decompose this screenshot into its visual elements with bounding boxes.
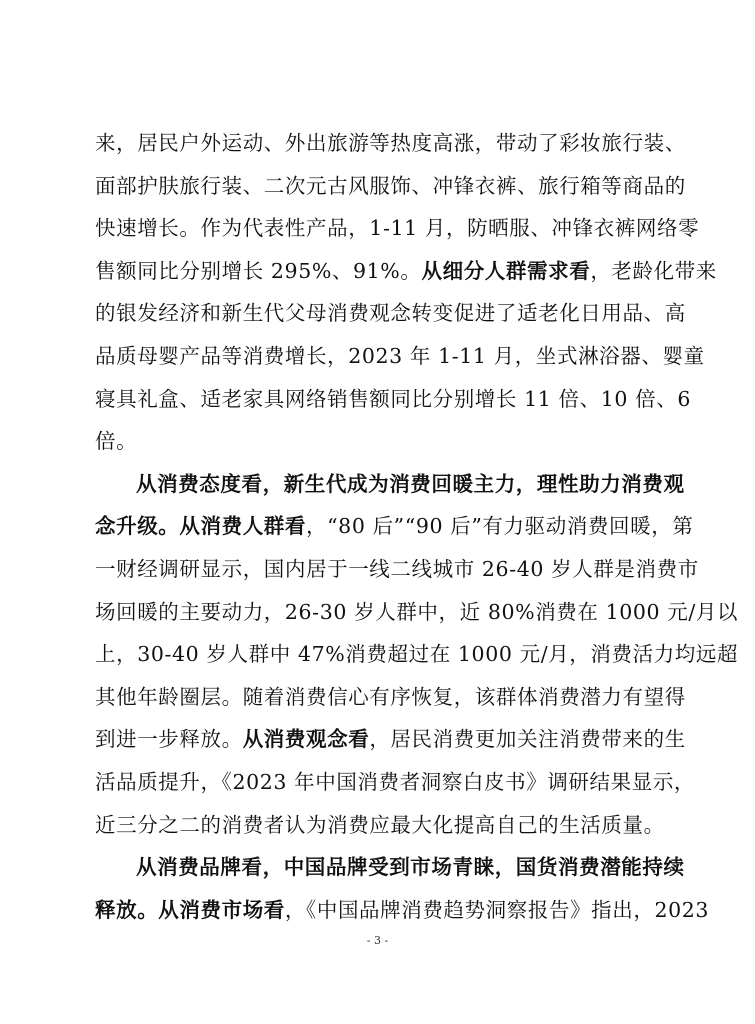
page-number: - 3 - — [366, 934, 389, 947]
text-line — [136, 464, 685, 504]
text-segment: 活品质提升，《2023 年中国消费者洞察白皮书》调研结果显示， — [95, 770, 696, 794]
text-segment: 场回暖的主要动力，26-30 岁人群中，近 80%消费在 1000 元/月以 — [95, 599, 739, 624]
bold-text-segment: 释放。从消费市场看 — [95, 897, 285, 922]
text-segment: 到进一步释放。 — [95, 727, 243, 752]
bold-text-segment: 从消费观念看 — [242, 727, 370, 752]
text-segment: ，《中国品牌消费趋势洞察报告》指出，2023 — [284, 897, 710, 922]
text-line — [95, 123, 686, 163]
text-segment: 面部护肤旅行装、二次元古风服饰、冲锋衣裤、旅行箱等商品的 — [95, 173, 686, 198]
text-line — [95, 719, 686, 759]
text-line — [95, 592, 739, 632]
text-line — [95, 379, 691, 419]
text-line — [136, 847, 685, 887]
text-segment: 倍。 — [95, 429, 138, 454]
bold-text-segment: 从消费品牌看，中国品牌受到市场青睐，国货消费潜能持续 — [136, 855, 685, 880]
text-line — [95, 506, 694, 546]
text-line — [95, 677, 686, 717]
text-segment: 的银发经济和新生代父母消费观念转变促进了适老化日用品、高 — [95, 301, 686, 326]
bold-text-segment: 从消费态度看，新生代成为消费回暖主力，理性助力消费观 — [136, 471, 685, 496]
text-line — [95, 208, 700, 248]
text-segment: ，居民消费更加关注消费带来的生 — [369, 727, 686, 752]
text-segment: ，老龄化带来 — [590, 258, 717, 283]
text-segment: 其他年龄圈层。随着消费信心有序恢复，该群体消费潜力有望得 — [95, 684, 686, 709]
text-line — [95, 336, 705, 376]
text-segment: 上，30-40 岁人群中 47%消费超过在 1000 元/月，消费活力均远超 — [95, 642, 739, 667]
text-segment: 来，居民户外运动、外出旅游等热度高涨，带动了彩妆旅行装、 — [95, 131, 686, 155]
text-line — [95, 251, 717, 291]
text-segment: 快速增长。作为代表性产品，1-11 月，防晒服、冲锋衣裤网络零 — [95, 216, 700, 241]
text-line — [95, 762, 696, 802]
text-segment: 一财经调研显示，国内居于一线二线城市 26-40 岁人群是消费市 — [95, 557, 699, 581]
text-line — [95, 166, 686, 206]
text-line — [95, 421, 660, 461]
text-line — [95, 805, 665, 845]
text-line — [95, 293, 686, 333]
text-line — [95, 549, 699, 589]
text-line — [95, 634, 739, 674]
text-segment: 售额同比分别增长 295%、91%。 — [95, 258, 422, 283]
text-segment: ，“80 后”“90 后”有力驱动消费回暖，第 — [306, 514, 694, 539]
bold-text-segment: 从细分人群需求看 — [421, 258, 591, 283]
text-segment: 近三分之二的消费者认为消费应最大化提高自己的生活质量。 — [95, 812, 665, 837]
text-segment: 寝具礼盒、适老家具网络销售额同比分别增长 11 倍、10 倍、6 — [95, 386, 691, 411]
text-line — [95, 890, 710, 930]
bold-text-segment: 念升级。从消费人群看 — [95, 514, 306, 539]
text-segment: 品质母婴产品等消费增长，2023 年 1-11 月，坐式淋浴器、婴童 — [95, 344, 705, 368]
